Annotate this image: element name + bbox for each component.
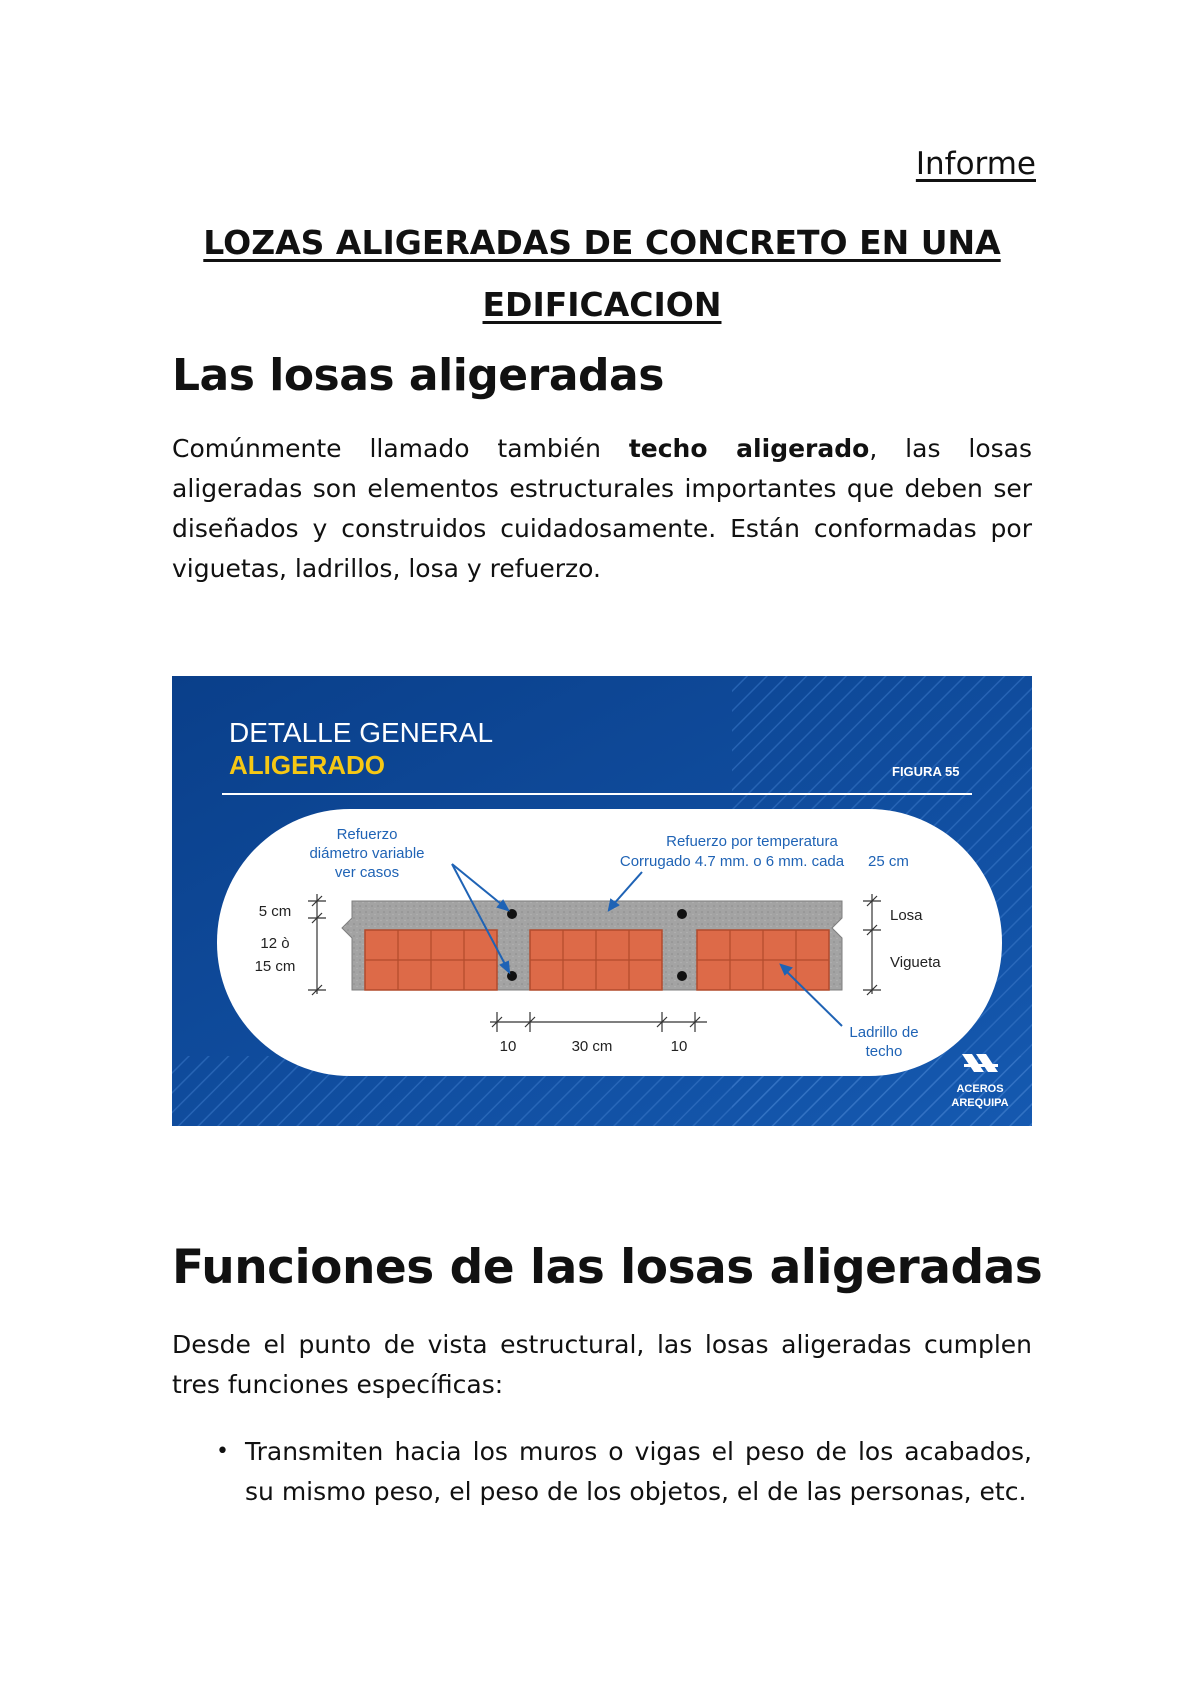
figure-title-line-1: DETALLE GENERAL [229, 717, 494, 748]
dim-5cm: 5 cm [258, 903, 292, 920]
label-losa: Losa [890, 907, 923, 924]
section-heading-funciones: Funciones de las losas aligeradas [172, 1240, 1043, 1295]
para-text-after: , las losas aligeradas son elementos estructurales importantes que deben ser diseñados y construidos cuidadosamente. Están conformadas por viguetas, ladrillos, losa y refuerzo. [172, 434, 1032, 583]
dim-bottom-30cm: 30 cm [571, 1038, 613, 1055]
label-temperatura-spacing: 25 cm [868, 853, 909, 870]
section-heading-las-losas: Las losas aligeradas [172, 350, 664, 401]
list-item-text: Transmiten hacia los muros o vigas el peso de los acabados, su mismo peso, el peso de los objetos, el de las personas, etc. [245, 1437, 1032, 1506]
dim-15cm: 15 cm [254, 958, 296, 975]
document-title [172, 212, 1032, 336]
dim-bottom-10a: 10 [499, 1038, 517, 1055]
aligerado-detail-figure [172, 676, 1032, 1126]
title-line-1: LOZAS ALIGERADAS DE CONCRETO EN UNA [203, 223, 1001, 262]
label-temperatura-line-2: Corrugado 4.7 mm. o 6 mm. cada [619, 853, 845, 870]
logo-text-line-1: ACEROS [956, 1083, 1004, 1095]
para-text-before: Comúnmente llamado también [172, 434, 629, 463]
brick-2 [530, 930, 662, 990]
dim-12-o: 12 ò [260, 935, 290, 952]
section2-intro: Desde el punto de vista estructural, las losas aligeradas cumplen tres funciones específicas: [172, 1330, 1032, 1399]
bullet-dot-icon: • [216, 1439, 229, 1464]
label-ladrillo-line-2: techo [865, 1043, 903, 1060]
title-line-2: EDIFICACION [482, 285, 722, 324]
functions-list [172, 1432, 1032, 1512]
section1-paragraph [172, 429, 1032, 589]
label-vigueta: Vigueta [890, 954, 941, 971]
figure-svg [172, 676, 1032, 1126]
document-kicker: Informe [915, 146, 1036, 182]
dim-bottom-10b: 10 [670, 1038, 688, 1055]
label-refuerzo-line-1: Refuerzo [336, 826, 398, 843]
rebar-top-2 [677, 909, 687, 919]
list-item [172, 1432, 1032, 1512]
label-ladrillo-line-1: Ladrillo de [849, 1024, 919, 1041]
para-bold-term: techo aligerado [628, 434, 870, 463]
label-refuerzo-line-2: diámetro variable [309, 845, 425, 862]
figure-title-line-2: ALIGERADO [229, 750, 385, 780]
brick-3 [697, 930, 829, 990]
figure-number: FIGURA 55 [892, 764, 960, 779]
brick-1 [365, 930, 497, 990]
label-refuerzo-line-3: ver casos [334, 864, 400, 881]
rebar-bottom-2 [677, 971, 687, 981]
label-temperatura-line-1: Refuerzo por temperatura [666, 833, 838, 850]
logo-text-line-2: AREQUIPA [951, 1097, 1009, 1109]
